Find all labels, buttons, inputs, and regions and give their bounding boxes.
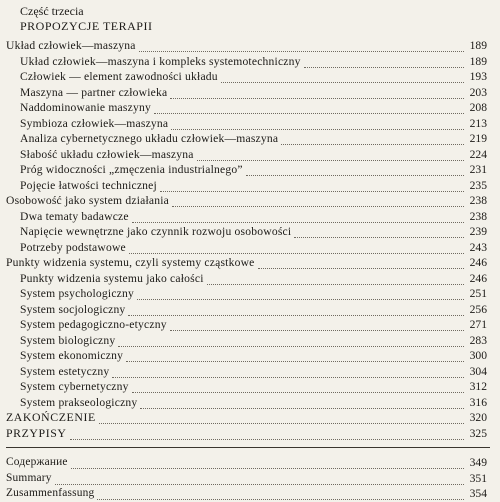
toc-entry-title: Analiza cybernetycznego układu człowiek—maszyna [20, 132, 279, 145]
toc-entry-title: Symbioza człowiek—maszyna [20, 116, 169, 130]
toc-closing [0, 410, 500, 441]
dot-leader [128, 313, 464, 316]
toc-entry [0, 255, 500, 271]
dot-leader [132, 220, 464, 223]
dot-leader [258, 266, 464, 269]
toc-entry [0, 348, 500, 364]
dot-leader [221, 80, 464, 83]
toc-entry [0, 455, 500, 471]
toc-entry [0, 69, 500, 85]
dot-leader [160, 189, 464, 192]
toc-entry [0, 286, 500, 302]
toc-entry-title: System estetyczny [20, 364, 110, 378]
dot-leader [197, 158, 464, 161]
dot-leader [304, 65, 464, 68]
toc-entry [0, 471, 500, 487]
toc-entry [0, 100, 500, 116]
dot-leader [70, 437, 464, 440]
dot-leader [170, 96, 464, 99]
toc-entry-page: 246 [469, 271, 487, 285]
toc-entry-title: Punkty widzenia systemu jako całości [20, 271, 204, 285]
toc-entry-title: Napięcie wewnętrzne jako czynnik rozwoju osobowości [20, 225, 292, 238]
dot-leader [294, 235, 464, 238]
toc-entry [0, 426, 500, 442]
toc-entry-title: System ekonomiczny [20, 349, 124, 362]
toc-entry-page: 320 [469, 411, 487, 424]
toc-entry [0, 302, 500, 318]
toc-entry [0, 85, 500, 101]
toc-entry [0, 54, 500, 70]
toc-entry-page: 203 [469, 85, 487, 99]
toc-entry-page: 238 [469, 194, 487, 207]
dot-leader [139, 49, 464, 52]
toc-entry [0, 178, 500, 194]
dot-leader [129, 251, 464, 254]
toc-entry-page: 235 [469, 178, 487, 192]
toc-entry-page: 189 [469, 54, 487, 68]
dot-leader [281, 142, 464, 145]
toc-entry-page: 300 [469, 349, 487, 362]
toc-entry-page: 193 [469, 70, 487, 83]
toc-entry-page: 283 [469, 333, 487, 347]
toc-entry-title: Próg widoczności „zmęczenia industrialnego” [20, 163, 243, 176]
toc-entry-title: Potrzeby podstawowe [20, 240, 126, 254]
toc-entry-title: System pedagogiczno-etyczny [20, 318, 167, 331]
toc-entry-title: System psychologiczny [20, 287, 135, 300]
toc-entry-page: 219 [469, 132, 487, 145]
toc-entry-title: Człowiek — element zawodności układu [20, 70, 218, 83]
toc-entry-page: 213 [469, 116, 487, 130]
toc-entry-page: 243 [469, 240, 487, 254]
toc-entry-page: 251 [469, 287, 487, 300]
toc-entry-page: 351 [469, 471, 487, 485]
toc-entry [0, 395, 500, 411]
toc-entry-page: 354 [469, 487, 487, 500]
dot-leader [118, 344, 464, 347]
dot-leader [71, 466, 464, 469]
toc-entry [0, 410, 500, 426]
toc-entry [0, 333, 500, 349]
dot-leader [172, 204, 464, 207]
toc-entry [0, 379, 500, 395]
toc-entry-title: System socjologiczny [20, 302, 126, 316]
toc-entry [0, 317, 500, 333]
toc-entries [0, 38, 500, 410]
toc-entry [0, 131, 500, 147]
toc-entry-page: 231 [469, 163, 487, 176]
toc-entry-title: Zusammenfassung [6, 487, 95, 499]
dot-leader [97, 497, 464, 500]
toc-entry [0, 271, 500, 287]
toc-entry-title: Punkty widzenia systemu, czyli systemy cząstkowe [6, 256, 255, 269]
toc-entry-page: 325 [469, 426, 487, 440]
dot-leader [99, 421, 464, 424]
toc-entry-page: 189 [469, 39, 487, 52]
toc-entry-page: 246 [469, 256, 487, 269]
toc-entry-title: Summary [6, 471, 52, 484]
toc-entry-page: 238 [469, 209, 487, 223]
toc-entry-page: 304 [469, 364, 487, 378]
section-divider [0, 447, 500, 449]
dot-leader [137, 297, 464, 300]
toc-entry-title: Dwa tematy badawcze [20, 209, 129, 223]
toc-entry-page: 312 [469, 380, 487, 393]
toc-entry-page: 239 [469, 225, 487, 238]
toc-entry-title: Słabość układu człowiek—maszyna [20, 147, 194, 161]
toc-entry [0, 240, 500, 256]
toc-entry-title: Pojęcie łatwości technicznej [20, 178, 157, 192]
dot-leader [154, 111, 464, 114]
toc-back-matter [0, 455, 500, 502]
toc-entry-title: System biologiczny [20, 333, 116, 347]
toc-entry [0, 162, 500, 178]
toc-entry-page: 349 [469, 456, 487, 469]
toc-entry-page: 271 [469, 318, 487, 331]
dot-leader [170, 328, 464, 331]
toc-entry [0, 486, 500, 502]
dot-leader [246, 173, 464, 176]
dot-leader [132, 390, 464, 393]
toc-entry [0, 193, 500, 209]
toc-entry-title: Osobowość jako system działania [6, 194, 170, 207]
dot-leader [55, 482, 464, 485]
toc-entry-title: System prakseologiczny [20, 395, 138, 409]
toc-entry [0, 209, 500, 225]
dot-leader [171, 127, 464, 130]
toc-entry [0, 364, 500, 380]
toc-entry-title: Układ człowiek—maszyna [6, 39, 136, 52]
dot-leader [126, 359, 464, 362]
toc-entry [0, 147, 500, 163]
toc-entry [0, 224, 500, 240]
part-number: Część trzecia [20, 4, 84, 18]
dot-leader [112, 375, 464, 378]
toc-entry-page: 208 [469, 101, 487, 114]
toc-entry-title: PRZYPISY [6, 425, 67, 440]
toc-entry-page: 256 [469, 302, 487, 316]
dot-leader [207, 282, 464, 285]
table-of-contents [0, 38, 500, 502]
toc-entry-page: 316 [469, 395, 487, 409]
toc-entry [0, 116, 500, 132]
toc-entry-title: Układ człowiek—maszyna i kompleks systemotechniczny [20, 54, 301, 68]
toc-entry-page: 224 [469, 147, 487, 161]
part-heading [20, 4, 152, 34]
toc-entry-title: Naddominowanie maszyny [20, 101, 151, 114]
toc-entry-title: Содержание [6, 456, 68, 468]
toc-entry [0, 38, 500, 54]
toc-entry-title: System cybernetyczny [20, 380, 129, 393]
dot-leader [140, 406, 464, 409]
toc-entry-title: Maszyna — partner człowieka [20, 85, 168, 99]
part-title: PROPOZYCJE TERAPII [20, 19, 153, 33]
toc-entry-title: ZAKOŃCZENIE [6, 410, 96, 424]
